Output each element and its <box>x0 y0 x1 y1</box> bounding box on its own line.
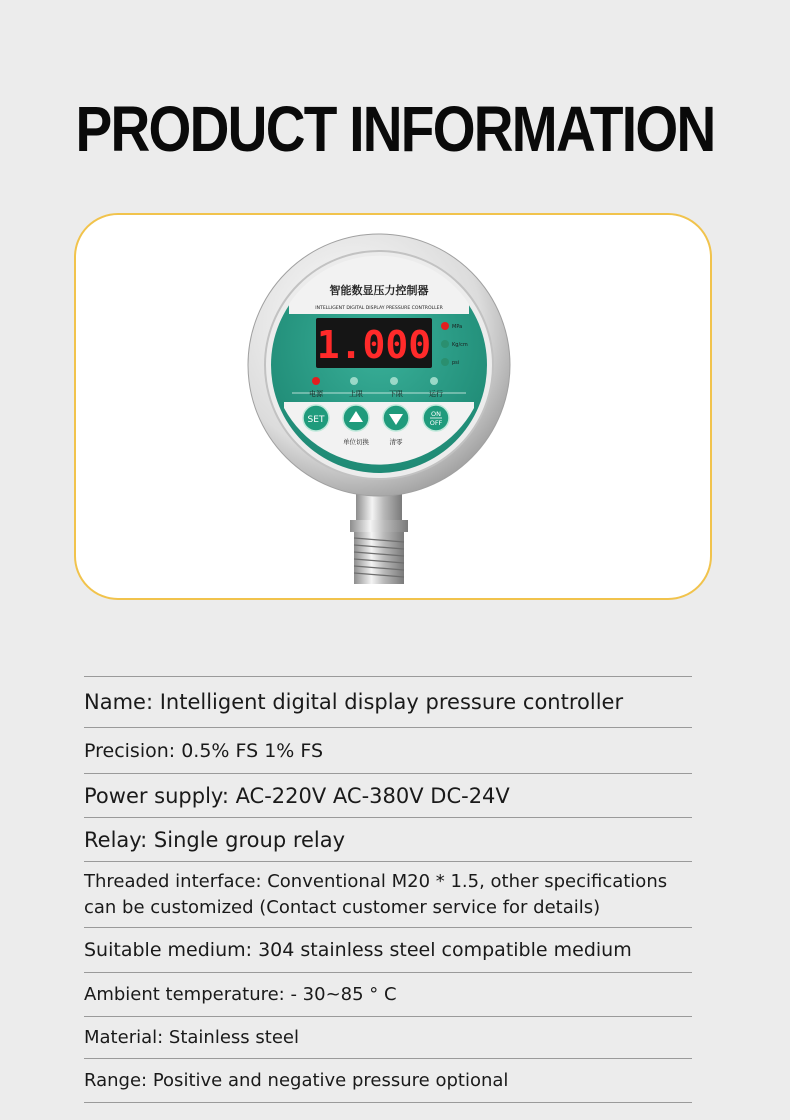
product-image-card <box>74 213 712 600</box>
page-title: PRODUCT INFORMATION <box>75 93 715 165</box>
spec-row-range: Range: Positive and negative pressure optional <box>84 1059 692 1103</box>
spec-list <box>84 676 692 1103</box>
power-led <box>312 377 320 385</box>
spec-row-name: Name: Intelligent digital display pressure controller <box>84 677 692 728</box>
indicator-label-upper: 上限 <box>349 390 363 398</box>
indicator-label-lower: 下限 <box>389 390 403 398</box>
brand-en-label: INTELLIGENT DIGITAL DISPLAY PRESSURE CONTROLLER <box>315 306 443 311</box>
unit-psi: psi <box>452 360 460 366</box>
spec-row-material: Material: Stainless steel <box>84 1017 692 1059</box>
spec-row-relay: Relay: Single group relay <box>84 818 692 862</box>
brand-cn-label: 智能数显压力控制器 <box>329 284 429 297</box>
gauge-illustration <box>244 232 514 592</box>
pressure-controller-image <box>76 215 714 602</box>
unit-mpa: MPa <box>452 324 463 330</box>
spec-row-power-supply: Power supply: AC-220V AC-380V DC-24V <box>84 774 692 818</box>
set-button-label: SET <box>307 415 325 425</box>
spec-row-medium: Suitable medium: 304 stainless steel compatible medium <box>84 928 692 973</box>
unit-kgcm: Kg/cm <box>452 342 468 348</box>
indicator-label-power: 电源 <box>309 390 323 398</box>
svg-text:ON: ON <box>431 410 441 418</box>
display-value: 1.000 <box>316 323 432 367</box>
spec-row-threaded-interface: Threaded interface: Conventional M20 * 1.5, other specifications can be customized (Contact customer service for details) <box>84 862 692 928</box>
svg-text:OFF: OFF <box>429 419 443 427</box>
threaded-fitting <box>350 494 408 584</box>
indicator-label-run: 运行 <box>429 390 443 398</box>
caption-unit-switch: 单位切换 <box>343 438 369 446</box>
spec-row-temperature: Ambient temperature: - 30~85 ° C <box>84 973 692 1017</box>
spec-row-precision: Precision: 0.5% FS 1% FS <box>84 728 692 774</box>
caption-zero: 清零 <box>389 438 403 446</box>
